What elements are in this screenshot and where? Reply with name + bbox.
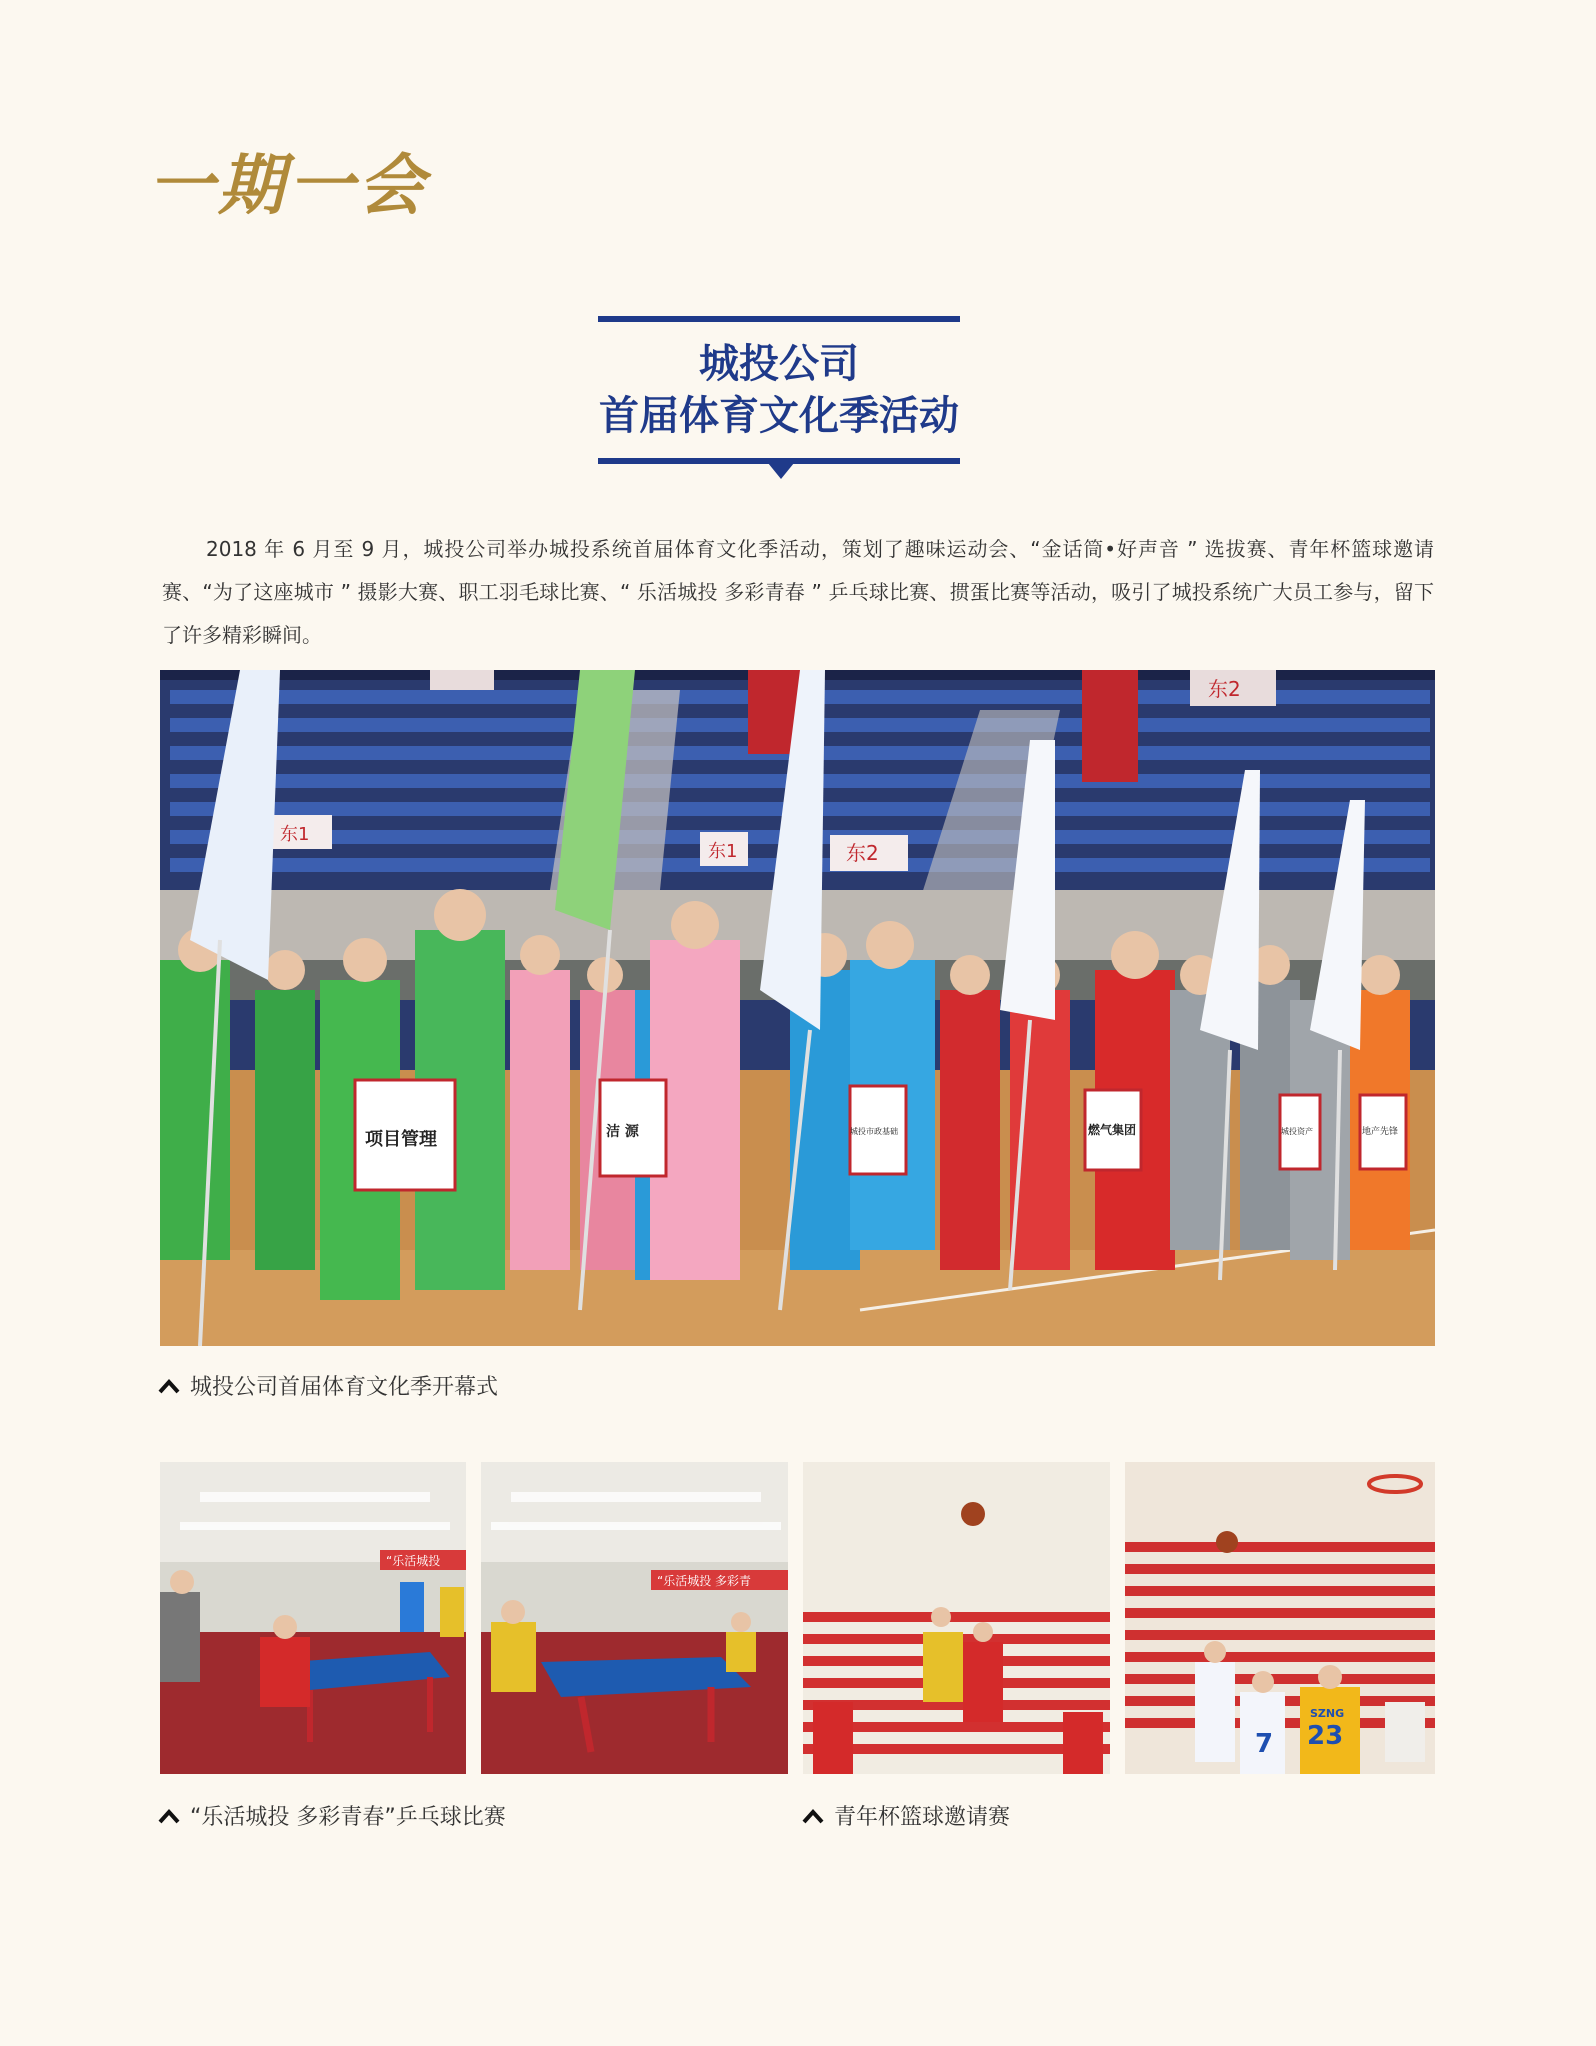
basketball-caption-text: 青年杯篮球邀请赛 [834, 1805, 1011, 1830]
table-tennis-photo-2 [481, 1462, 788, 1774]
table-tennis-banner-1: “乐活城投 [386, 1554, 441, 1568]
page-logo: 一期一会 [148, 146, 428, 224]
opening-ceremony-caption [158, 1370, 498, 1401]
opening-ceremony-caption-text: 城投公司首届体育文化季开幕式 [190, 1375, 499, 1400]
caret-up-icon [158, 1378, 180, 1394]
jersey-text: SZNG [1310, 1707, 1345, 1720]
section-sign-1: 东1 [280, 824, 310, 845]
table-tennis-caption-text: “乐活城投 多彩青春”乒乓球比赛 [190, 1805, 506, 1830]
opening-ceremony-photo [160, 670, 1435, 1346]
article-intro: 2018 年 6 月至 9 月，城投公司举办城投系统首届体育文化季活动，策划了趣味运动会、“金话筒•好声音 ” 选拔赛、青年杯篮球邀请赛、“为了这座城市 ” 摄影大赛、职工羽毛球比赛、“ 乐活城投 多彩青春 ” 乒乓球比赛、掼蛋比赛等活动，吸引了城投系统广大员工参与，留下了许多精彩瞬间。 [162, 537, 1434, 647]
basketball-caption [802, 1800, 1010, 1831]
article-title-line2: 首届体育文化季活动 [599, 393, 959, 439]
title-notch-marker [768, 463, 794, 479]
table-tennis-photo-1 [160, 1462, 466, 1774]
section-sign-3: 东2 [846, 841, 879, 865]
team-sign-assets: 城投资产 [1281, 1127, 1313, 1136]
team-sign-gas-group: 燃气集团 [1088, 1123, 1137, 1137]
jersey-number-7: 7 [1255, 1729, 1274, 1759]
table-tennis-banner-2: “乐活城投 多彩青 [657, 1574, 752, 1588]
basketball-photo-1 [803, 1462, 1110, 1774]
article-title-line1: 城投公司 [699, 341, 859, 387]
section-sign-2: 东1 [708, 841, 738, 862]
jersey-number-23: 23 [1307, 1721, 1344, 1751]
article-title [540, 338, 1018, 442]
team-sign-project-management: 项目管理 [365, 1129, 437, 1150]
section-sign-4: 东2 [1208, 677, 1241, 701]
basketball-photo-2 [1125, 1462, 1435, 1774]
caret-up-icon [802, 1808, 824, 1824]
table-tennis-caption [158, 1800, 506, 1831]
team-sign-real-estate: 地产先锋 [1362, 1127, 1399, 1137]
title-top-rule [598, 316, 960, 322]
team-sign-jieyuan: 洁 源 [606, 1124, 639, 1140]
caret-up-icon [158, 1808, 180, 1824]
team-sign-municipal: 城投市政基础 [850, 1127, 898, 1136]
